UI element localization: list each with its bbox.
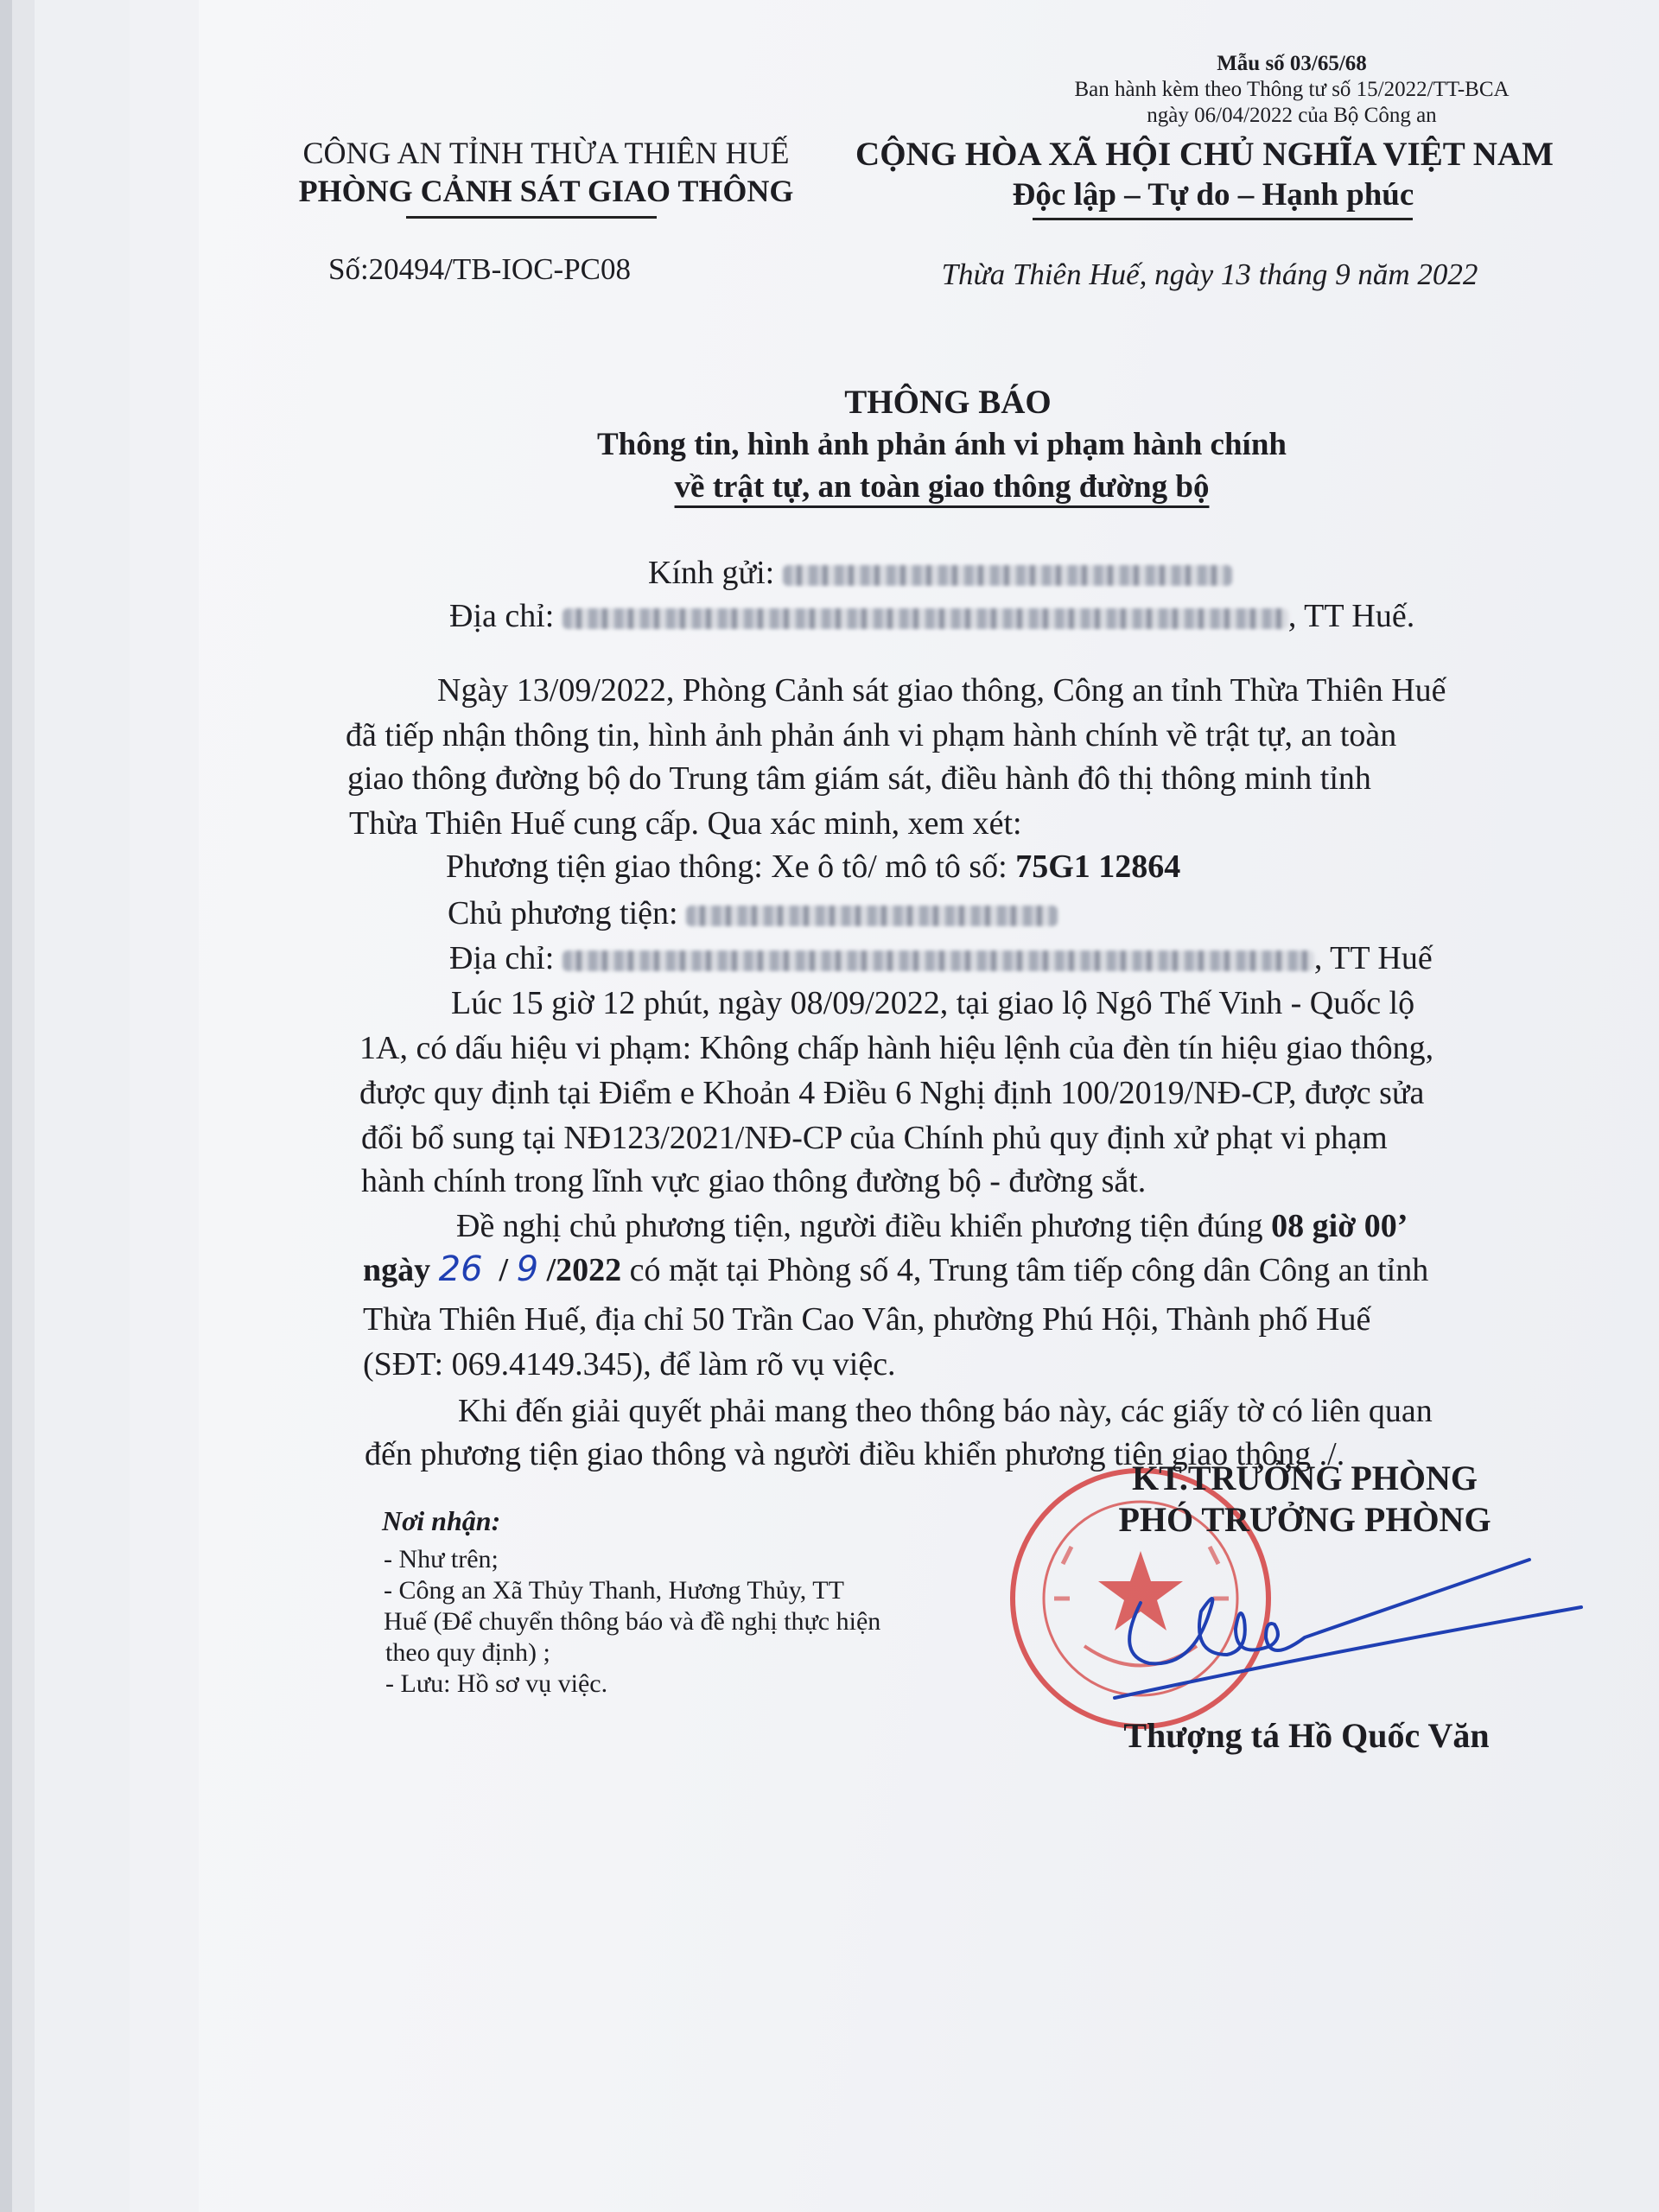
body-line: hành chính trong lĩnh vực giao thông đường bộ - đường sắt. bbox=[361, 1163, 1147, 1199]
receiver-item: - Công an Xã Thủy Thanh, Hương Thủy, TT bbox=[384, 1576, 844, 1605]
recipient-label: Kính gửi: bbox=[648, 555, 775, 591]
document-subtitle-text: về trật tự, an toàn giao thông đường bộ bbox=[674, 469, 1210, 505]
handwritten-day: 26 bbox=[438, 1249, 483, 1289]
body-line bbox=[456, 1208, 1408, 1246]
day-label: ngày bbox=[363, 1252, 431, 1288]
issued-note: Ban hành kèm theo Thông tư số 15/2022/TT-BCA bbox=[1074, 78, 1510, 101]
body-line: Thừa Thiên Huế, địa chỉ 50 Trần Cao Vân, phường Phú Hội, Thành phố Huế bbox=[363, 1301, 1371, 1338]
department-name: PHÒNG CẢNH SÁT GIAO THÔNG bbox=[298, 174, 794, 208]
document-title: THÔNG BÁO bbox=[844, 384, 1052, 421]
redacted-owner bbox=[686, 906, 1058, 926]
body-line: Khi đến giải quyết phải mang theo thông báo này, các giấy tờ có liên quan bbox=[458, 1393, 1433, 1429]
header-rule bbox=[406, 216, 657, 219]
body-line: (SĐT: 069.4149.345), để làm rõ vụ việc. bbox=[363, 1346, 896, 1382]
body-line: đến phương tiện giao thông và người điều khiển phương tiện giao thông ./. bbox=[365, 1436, 1345, 1472]
vehicle-line bbox=[446, 849, 1180, 887]
redacted-name bbox=[783, 565, 1232, 586]
body-line: đổi bổ sung tại NĐ123/2021/NĐ-CP của Chính phủ quy định xử phạt vi phạm bbox=[361, 1120, 1388, 1156]
national-motto: Độc lập – Tự do – Hạnh phúc bbox=[1012, 177, 1414, 213]
document-subtitle bbox=[675, 469, 1210, 506]
plate-number: 75G1 12864 bbox=[1015, 849, 1181, 885]
owner-line bbox=[448, 895, 1058, 933]
receivers-label: Nơi nhận: bbox=[382, 1505, 501, 1536]
document-number: Số:20494/TB-IOC-PC08 bbox=[327, 252, 632, 286]
national-title: CỘNG HÒA XÃ HỘI CHỦ NGHĨA VIỆT NAM bbox=[855, 136, 1554, 173]
signer-position: PHÓ TRƯỞNG PHÒNG bbox=[1118, 1500, 1491, 1539]
redacted-address bbox=[563, 608, 1288, 629]
signer-name: Thượng tá Hồ Quốc Văn bbox=[1123, 1716, 1490, 1755]
redacted-owner-address bbox=[563, 950, 1314, 971]
appointment-year: /2022 bbox=[546, 1252, 622, 1288]
body-line: đã tiếp nhận thông tin, hình ảnh phản ánh vi phạm hành chính về trật tự, an toàn bbox=[346, 717, 1397, 753]
form-number: Mẫu số 03/65/68 bbox=[1217, 52, 1367, 75]
handwritten-month: 9 bbox=[516, 1249, 539, 1289]
receiver-item: theo quy định) ; bbox=[385, 1638, 550, 1667]
handwritten-signature bbox=[1097, 1551, 1599, 1715]
agency-name: CÔNG AN TỈNH THỪA THIÊN HUẾ bbox=[302, 136, 790, 170]
address-label: Địa chỉ: bbox=[449, 598, 555, 634]
receiver-item: - Như trên; bbox=[384, 1545, 499, 1573]
body-text: Đề nghị chủ phương tiện, người điều khiển phương tiện đúng bbox=[456, 1208, 1263, 1244]
body-line: Ngày 13/09/2022, Phòng Cảnh sát giao thông, Công an tỉnh Thừa Thiên Huế bbox=[437, 672, 1446, 709]
address-suffix: , TT Huế. bbox=[1287, 598, 1415, 634]
owner-address-line bbox=[449, 940, 1433, 978]
body-line: giao thông đường bộ do Trung tâm giám sát, điều hành đô thị thông minh tỉnh bbox=[347, 760, 1371, 797]
vehicle-label: Phương tiện giao thông: Xe ô tô/ mô tô số: bbox=[446, 849, 1007, 885]
owner-label: Chủ phương tiện: bbox=[448, 895, 678, 931]
recipient-line bbox=[648, 555, 1232, 593]
issued-note: ngày 06/04/2022 của Bộ Công an bbox=[1147, 104, 1437, 127]
document-subtitle: Thông tin, hình ảnh phản ánh vi phạm hành chính bbox=[597, 427, 1287, 462]
body-line: 1A, có dấu hiệu vi phạm: Không chấp hành hiệu lệnh của đèn tín hiệu giao thông, bbox=[359, 1030, 1434, 1066]
appointment-time: 08 giờ 00’ bbox=[1271, 1208, 1408, 1244]
owner-address-label: Địa chỉ: bbox=[449, 940, 555, 976]
receiver-item: - Lưu: Hồ sơ vụ việc. bbox=[385, 1669, 608, 1698]
place-date: Thừa Thiên Huế, ngày 13 tháng 9 năm 2022 bbox=[941, 257, 1478, 291]
body-line: Lúc 15 giờ 12 phút, ngày 08/09/2022, tại giao lộ Ngô Thế Vinh - Quốc lộ bbox=[451, 985, 1415, 1021]
recipient-address-line bbox=[449, 598, 1414, 636]
body-line: Thừa Thiên Huế cung cấp. Qua xác minh, xem xét: bbox=[349, 805, 1022, 842]
body-line: được quy định tại Điểm e Khoản 4 Điều 6 Nghị định 100/2019/NĐ-CP, được sửa bbox=[359, 1075, 1425, 1111]
header-rule bbox=[1033, 218, 1413, 220]
owner-address-suffix: , TT Huế bbox=[1313, 940, 1433, 976]
body-text: có mặt tại Phòng số 4, Trung tâm tiếp công dân Công an tỉnh bbox=[629, 1252, 1429, 1288]
appointment-date-line: ngày 26 / 9 /2022 có mặt tại Phòng số 4, Trung tâm tiếp công dân Công an tỉnh bbox=[363, 1249, 1429, 1289]
receiver-item: Huế (Để chuyển thông báo và đề nghị thực hiện bbox=[384, 1607, 881, 1636]
signer-authority: KT.TRƯỞNG PHÒNG bbox=[1132, 1459, 1478, 1497]
